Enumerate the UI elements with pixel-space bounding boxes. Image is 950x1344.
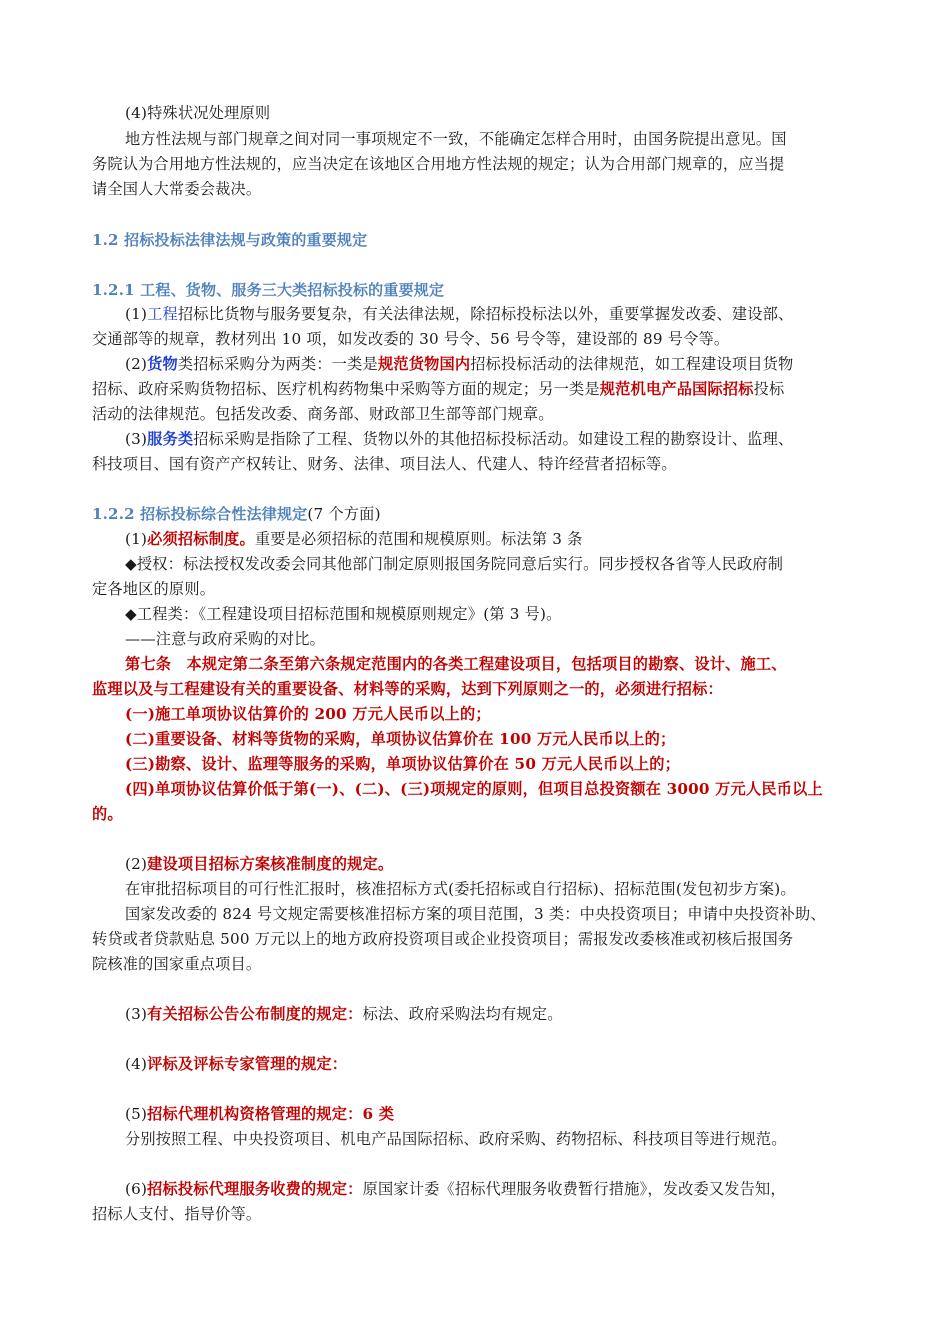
keyword-highlight: 服务类 [147,430,194,448]
keyword-highlight: 建设项目招标方案核准制度的规定。 [147,855,394,873]
text-run: 原国家计委《招标代理服务收费暂行措施》，发改委又发告知， [362,1180,786,1198]
text-run: 招标采购是指除了工程、货物以外的其他招标投标活动。如建设工程的勘察设计、监理、 [193,430,794,448]
keyword-highlight: 货物 [147,355,178,373]
heading-suffix: (7 个方面) [307,505,381,523]
item-number: (2) [125,855,148,873]
paragraph-line: 院核准的国家重点项目。 [92,955,262,973]
keyword-highlight: 招标代理机构资格管理的规定：6 类 [147,1105,395,1123]
item-number: (5) [125,1105,148,1123]
article-seven-item: (四)单项协议估算价低于第(一)、(二)、(三)项规定的原则，但项目总投资额在 3000 万元人民币以上 [125,780,823,798]
paragraph-line: ◆授权：标法授权发改委会同其他部门制定原则报国务院同意后实行。同步授权各省等人民政府制 [125,555,784,573]
keyword-highlight: 评标及评标专家管理的规定： [147,1055,348,1073]
item-number: (3) [125,1005,148,1023]
paragraph-line [125,528,583,550]
paragraph-line [125,428,793,450]
item-number: (1) [125,305,148,323]
article-seven-line: 监理以及与工程建设有关的重要设备、材料等的采购，达到下列原则之一的，必须进行招标： [92,680,723,698]
paragraph-line: ——注意与政府采购的对比。 [125,630,326,648]
paragraph-line: 国家发改委的 824 号文规定需要核准招标方案的项目范围，3 类：中央投资项目；申请中央投资补助、 [125,905,826,923]
paragraph-line: 分别按照工程、中央投资项目、机电产品国际招标、政府采购、药物招标、科技项目等进行规范。 [125,1130,787,1148]
paragraph-line: 地方性法规与部门规章之间对同一事项规定不一致，不能确定怎样合用时，由国务院提出意见。国 [125,130,787,148]
item-number: (3) [125,430,148,448]
item-number: (1) [125,530,148,548]
text-run: 招标、政府采购货物招标、医疗机构药物集中采购等方面的规定；另一类是 [92,380,600,398]
paragraph-line [92,378,784,400]
text-run: 投标 [753,380,785,398]
paragraph-line: 科技项目、国有资产产权转让、财务、法律、项目法人、代建人、特许经营者招标等。 [92,455,677,473]
item-number: (6) [125,1180,148,1198]
paragraph-line: 招标人支付、指导价等。 [92,1205,262,1223]
heading-special-situation: (4)特殊状况处理原则 [125,104,271,122]
text-run: 标法、政府采购法均有规定。 [362,1005,563,1023]
paragraph-line: ◆工程类：《工程建设项目招标范围和规模原则规定》(第 3 号)。 [125,605,562,623]
heading-text: 1.2.2 招标投标综合性法律规定 [92,505,308,523]
text-run: 重要是必须招标的范围和规模原则。标法第 3 条 [254,530,583,548]
paragraph-line: 务院认为合用地方性法规的，应当决定在该地区合用地方性法规的规定；认为合用部门规章的，应当提 [92,155,785,173]
article-seven-item: (三)勘察、设计、监理等服务的采购，单项协议估算价在 50 万元人民币以上的； [125,755,681,773]
text-run: 招标投标活动的法律规范，如工程建设项目货物 [470,355,794,373]
paragraph-line: 活动的法律规范。包括发改委、商务部、财政部卫生部等部门规章。 [92,405,554,423]
paragraph-line [125,853,393,875]
item-number: (4) [125,1055,148,1073]
paragraph-line: 交通部等的规章，教材列出 10 项，如发改委的 30 号令、56 号令等，建设部的 89 号令等。 [92,330,730,348]
paragraph-line: 请全国人大常委会裁决。 [92,180,262,198]
item-number: (2) [125,355,148,373]
article-seven-item: 的。 [92,805,123,823]
keyword-highlight: 必须招标制度。 [147,530,255,548]
paragraph-line [125,303,793,325]
keyword-highlight: 招标投标代理服务收费的规定： [147,1180,363,1198]
keyword-highlight: 规范货物国内 [377,355,471,373]
section-heading-1-2-2 [92,503,381,525]
article-seven-line: 第七条 本规定第二条至第六条规定范围内的各类工程建设项目，包括项目的勘察、设计、施工、 [125,655,787,673]
article-seven-item: (二)重要设备、材料等货物的采购，单项协议估算价在 100 万元人民币以上的； [125,730,676,748]
paragraph-line [125,353,793,375]
paragraph-line: 定各地区的原则。 [92,580,216,598]
section-heading-1-2-1: 1.2.1 工程、货物、服务三大类招标投标的重要规定 [92,281,445,299]
paragraph-line [125,1103,394,1125]
paragraph-line [125,1178,786,1200]
text-run: 类招标采购分为两类：一类是 [177,355,378,373]
keyword-highlight: 规范机电产品国际招标 [599,380,754,398]
keyword-highlight: 有关招标公告公布制度的规定： [147,1005,363,1023]
paragraph-line [125,1003,563,1025]
article-seven-item: (一)施工单项协议估算价的 200 万元人民币以上的； [125,705,491,723]
paragraph-line: 在审批招标项目的可行性汇报时，核准招标方式(委托招标或自行招标)、招标范围(发包初步方案)。 [125,880,796,898]
section-heading-1-2: 1.2 招标投标法律法规与政策的重要规定 [92,231,368,249]
paragraph-line [125,1053,347,1075]
text-run: 招标比货物与服务要复杂，有关法律法规，除招标投标法以外，重要掌握发改委、建设部、 [177,305,794,323]
paragraph-line: 转贷或者贷款贴息 500 万元以上的地方政府投资项目或企业投资项目；需报发改委核准或初核后报国务 [92,930,794,948]
keyword-highlight: 工程 [147,305,178,323]
